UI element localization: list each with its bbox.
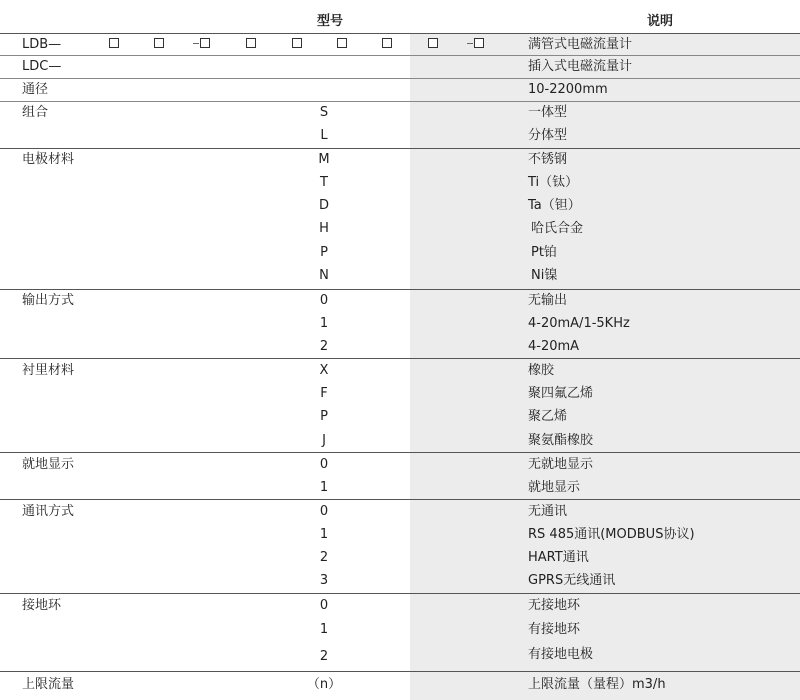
- option-desc: 无就地显示: [528, 457, 594, 472]
- option-desc: 就地显示: [528, 480, 581, 495]
- checkbox-icon: [200, 38, 210, 48]
- option-desc: 分体型: [528, 128, 568, 143]
- group-label: 电极材料: [22, 152, 75, 167]
- option-desc: GPRS无线通讯: [528, 573, 616, 588]
- option-code: 1: [319, 622, 329, 637]
- option-desc: 无输出: [528, 293, 568, 308]
- group-label: 衬里材料: [22, 363, 75, 378]
- row-label-upper-limit: 上限流量: [22, 677, 75, 692]
- option-desc: 聚乙烯: [528, 409, 568, 424]
- option-code: S: [319, 105, 329, 120]
- model-column-header: 型号: [316, 14, 343, 29]
- checkbox-icon: [337, 38, 347, 48]
- option-code: F: [320, 386, 328, 401]
- option-desc: 无通讯: [528, 504, 568, 519]
- option-code: 1: [319, 316, 329, 331]
- group-label: 通讯方式: [22, 504, 75, 519]
- option-code: T: [320, 175, 328, 190]
- description-column-shading: [410, 34, 800, 700]
- option-code: J: [322, 433, 326, 448]
- description-column-header: 说明: [646, 14, 673, 29]
- option-desc: HART通讯: [528, 550, 589, 565]
- option-code: X: [319, 363, 329, 378]
- checkbox-icon: [292, 38, 302, 48]
- divider: [0, 358, 800, 359]
- option-desc: 一体型: [528, 105, 568, 120]
- option-desc: 橡胶: [528, 363, 555, 378]
- option-code: H: [319, 221, 329, 236]
- group-label: 接地环: [22, 598, 62, 613]
- checkbox-icon: [382, 38, 392, 48]
- option-code: 3: [319, 573, 329, 588]
- row-desc-bore: 10-2200mm: [528, 82, 608, 97]
- divider: [0, 671, 800, 672]
- group-label: 组合: [22, 105, 49, 120]
- option-code: P: [320, 409, 328, 424]
- dash-icon: [467, 43, 473, 44]
- option-desc: 有接地环: [528, 622, 581, 637]
- option-desc: 4-20mA: [528, 339, 580, 354]
- option-code: 2: [319, 550, 329, 565]
- row-desc-upper-limit: 上限流量（量程）m3/h: [528, 677, 666, 692]
- row-desc-ldc: 插入式电磁流量计: [528, 59, 633, 74]
- divider: [0, 148, 800, 149]
- option-code: P: [320, 245, 328, 260]
- row-desc-ldb: 满管式电磁流量计: [528, 37, 633, 52]
- option-desc: 哈氏合金: [531, 221, 584, 236]
- option-desc: Pt铂: [531, 245, 557, 260]
- option-desc: 4-20mA/1-5KHz: [528, 316, 630, 331]
- row-label-bore: 通径: [22, 82, 49, 97]
- option-desc: 聚四氟乙烯: [528, 386, 594, 401]
- option-code: 2: [319, 339, 329, 354]
- option-code: 0: [319, 457, 329, 472]
- option-desc: 无接地环: [528, 598, 581, 613]
- option-desc: Ti（钛）: [528, 175, 579, 190]
- table-header: [0, 0, 800, 34]
- divider: [0, 289, 800, 290]
- option-code: 1: [319, 527, 329, 542]
- group-label: 就地显示: [22, 457, 75, 472]
- option-desc: 有接地电极: [528, 647, 594, 662]
- divider: [0, 593, 800, 594]
- divider: [0, 55, 800, 56]
- option-desc: RS 485通讯(MODBUS协议): [528, 527, 695, 542]
- group-label: 输出方式: [22, 293, 75, 308]
- divider: [0, 452, 800, 453]
- option-desc: Ni镍: [531, 268, 558, 283]
- option-code: 0: [319, 504, 329, 519]
- checkbox-icon: [474, 38, 484, 48]
- checkbox-icon: [246, 38, 256, 48]
- option-desc: 不锈钢: [528, 152, 568, 167]
- row-label-ldc: LDC—: [22, 59, 62, 74]
- row-label-ldb: LDB—: [22, 37, 62, 52]
- divider: [0, 499, 800, 500]
- option-code: M: [318, 152, 330, 167]
- option-code: （n）: [306, 677, 342, 692]
- checkbox-icon: [428, 38, 438, 48]
- option-code: 0: [319, 293, 329, 308]
- divider: [0, 33, 800, 34]
- divider: [0, 101, 800, 102]
- option-code: N: [319, 268, 329, 283]
- option-code: 0: [319, 598, 329, 613]
- checkbox-icon: [109, 38, 119, 48]
- option-code: D: [318, 198, 329, 213]
- option-code: 1: [319, 480, 329, 495]
- checkbox-icon: [154, 38, 164, 48]
- option-code: 2: [319, 649, 329, 664]
- option-desc: 聚氨酯橡胶: [528, 433, 594, 448]
- option-code: L: [320, 128, 328, 143]
- divider: [0, 78, 800, 79]
- option-desc: Ta（钽）: [528, 198, 581, 213]
- dash-icon: [193, 43, 199, 44]
